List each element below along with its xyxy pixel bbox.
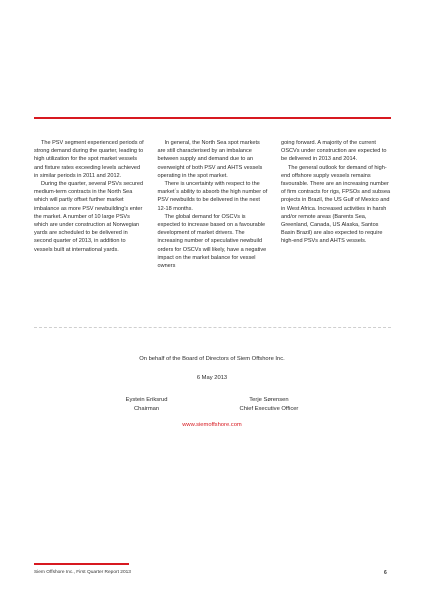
on-behalf-statement: On behalf of the Board of Directors of Siem Offshore Inc. [139, 356, 285, 362]
paragraph: The PSV segment experienced periods of strong demand during the quarter, leading to high utilization for the spot market vessels and fixture rates exceeding levels achieved in similar periods in 2011 and 2012. [34, 140, 144, 179]
footer-divider [34, 563, 129, 565]
website-link[interactable]: www.siemoffshore.com [182, 422, 242, 428]
paragraph: In general, the North Sea spot markets are still characterised by an imbalance between supply and demand due to an overweight of both PSV and AHTS vessels operating in the spot market. [157, 140, 263, 179]
signer-name: Eystein Eriksrud [125, 397, 168, 403]
signature-date: 6 May 2013 [196, 375, 228, 381]
signer-title: Chief Executive Officer [239, 405, 299, 412]
text-column-3 [281, 139, 391, 270]
top-divider [34, 117, 391, 119]
body-text-columns [34, 139, 391, 270]
signer-title: Chairman [134, 405, 160, 412]
signer-name: Terje Sørensen [249, 397, 289, 403]
text-column-2 [158, 139, 268, 270]
paragraph: The global demand for OSCVs is expected to increase based on a favourable development of market drivers. The increasing number of speculative newbuild orders for OSCVs will likely, have a negative impact on the market balance for vessel owners [157, 213, 267, 270]
signers [0, 396, 424, 413]
paragraph-continued: going forward. A majority of the current OSCVs under construction are expected to be delivered in 2013 and 2014. [281, 140, 387, 163]
page-number: 6 [384, 570, 387, 576]
signature-block [0, 356, 424, 413]
signer-chairman [126, 396, 168, 413]
paragraph: During the quarter, several PSVs secured medium-term contracts in the North Sea which will partly offset further market imbalance as more PSV newbuilding's enter the market. A number of 10 large PSVs which are under construction at Norwegian yards are scheduled to be delivered in second quarter of 2013, in addition to vessels built at international yards. [34, 181, 144, 253]
section-divider [34, 327, 391, 328]
footer-report-title: Siem Offshore Inc., First Quarter Report 2013 [34, 570, 131, 575]
paragraph: The general outlook for demand of high-end offshore supply vessels remains favourable. There are an increasing number of firm contracts for rigs, FPSOs and subsea projects in Brazil, the US Gulf of Mexico and in West Africa. Increased activities in harsh and/or remote areas (Barents Sea, Greenland, Canada, US Alaska, Santos Basin Brazil) are also expected to require high-end PSVs and AHTS vessels. [281, 164, 391, 245]
signer-ceo [240, 396, 299, 413]
paragraph: There is uncertainty with respect to the market´s ability to absorb the high number of PSV newbuilds to be delivered in the next 12-18 months. [157, 181, 268, 212]
text-column-1 [34, 139, 144, 270]
